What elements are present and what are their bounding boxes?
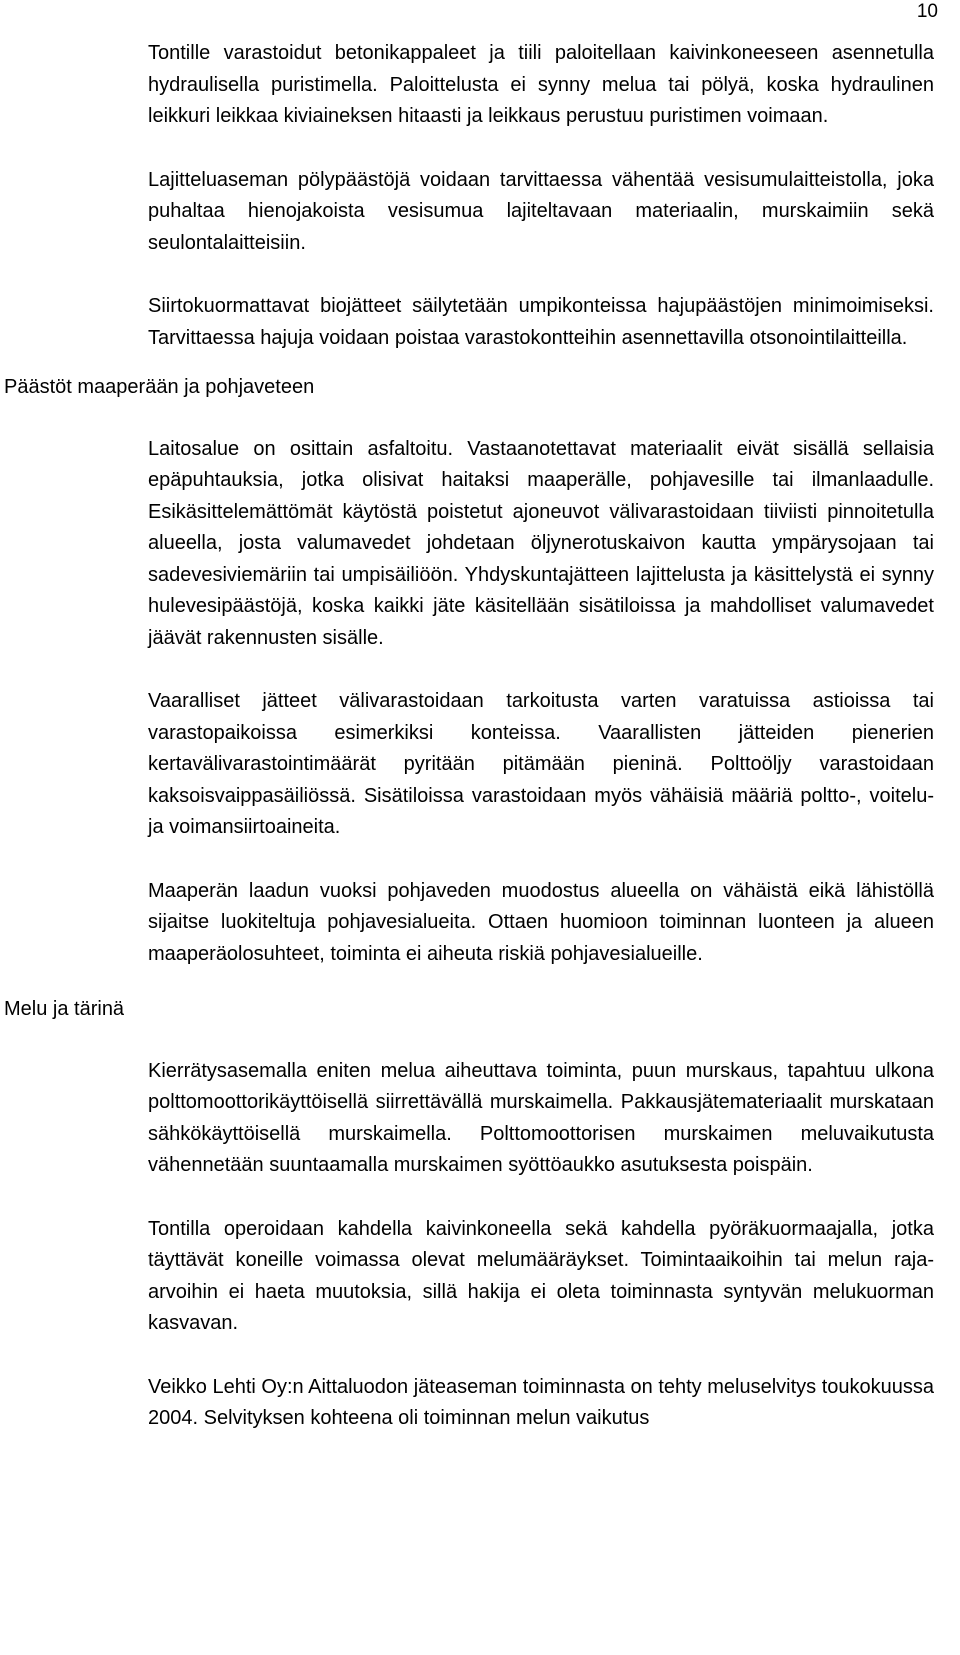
paragraph-noise-survey: Veikko Lehti Oy:n Aittaluodon jäteaseman toiminnasta on tehty meluselvitys toukokuussa 2004. Selvityksen kohteena oli toiminnan melun vaikutus: [148, 1375, 935, 1429]
paragraph-dust: Lajitteluaseman pölypäästöjä voidaan tarvittaessa vähentää vesisumulaitteistolla, joka puhaltaa hienojakoista vesisumua lajiteltavaan materiaalin, murskaimiin sekä seulontalaitteisiin.: [148, 168, 934, 254]
section-heading-soil: Päästöt maaperään ja pohjaveteen: [4, 376, 315, 398]
paragraph-odour: Siirtokuormattavat biojätteet säilytetään umpikonteissa hajupäästöjen minimoimiseksi. Tarvittaessa hajuja voidaan poistaa varastokontteihin asennettavilla otsonointilaitteilla.: [148, 295, 934, 349]
paragraph-crushing: Kierrätysasemalla eniten melua aiheuttava toiminta, puun murskaus, tapahtuu ulkona polttomoottorikäyttöisellä siirrettävällä murskaimella. Pakkausjätemateriaalit murskataan sähkökäyttöisellä murskaimella. Polttomoottorisen murskaimen meluvaikutusta vähennetään suuntaamalla murskaimen syöttöaukko asutuksesta poispäin.: [148, 1059, 934, 1176]
document-body: [0, 38, 960, 1435]
paragraph-demolition: Tontille varastoidut betonikappaleet ja tiili paloitellaan kaivinkoneeseen asennetulla hydraulisella puristimella. Paloittelusta ei synny melua tai pölyä, koska hydraulinen leikkuri leikkaa kiviaineksen hitaasti ja leikkaus perustuu puristimen voimaan.: [148, 42, 934, 127]
paragraph-machinery: Tontilla operoidaan kahdella kaivinkoneella sekä kahdella pyöräkuormaajalla, jotka täyttävät koneille voimassa olevat melumääräykset. Toimintaaikoihin tai melun raja-arvoihin ei haeta muutoksia, sillä hakija ei oleta toiminnasta syntyvän melukuorman kasvavan.: [148, 1217, 934, 1334]
paragraph-hazardous: Vaaralliset jätteet välivarastoidaan tarkoitusta varten varatuissa astioissa tai varastopaikoissa esimerkiksi konteissa. Vaarallisten jätteiden pienerien kertavälivarastointimäärät pyritään pitämään pieninä. Polttoöljy varastoidaan kaksoisvaippasäiliössä. Sisätiloissa varastoidaan myös vähäisiä määriä poltto-, voitelu- ja voimansiirtoaineita.: [148, 690, 934, 838]
paragraph-groundwater: Maaperän laadun vuoksi pohjaveden muodostus alueella on vähäistä eikä lähistöllä sijaitse luokiteltuja pohjavesialueita. Ottaen huomioon toiminnan luonteen ja alueen maaperäolosuhteet, toiminta ei aiheuta riskiä pohjavesialueille.: [148, 879, 934, 965]
paragraph-paving: Laitosalue on osittain asfaltoitu. Vastaanotettavat materiaalit eivät sisällä sellaisia epäpuhtauksia, jotka olisivat haitaksi maaperälle, pohjavesille tai ilmanlaadulle. Esikäsittelemättömät käytöstä poistetut ajoneuvot välivarastoidaan tiiviisti pinnoitetulla alueella, josta valumavedet johdetaan öljynerotuskaivon kautta ympärysojaan tai sadevesiviemäriin tai umpisäiliöön. Yhdyskuntajätteen lajittelusta ja käsittelystä ei synny hulevesipäästöjä, koska kaikki jäte käsitellään sisätiloissa ja mahdolliset valumavedet jäävät rakennusten sisälle.: [148, 437, 934, 649]
section-heading-noise: Melu ja tärinä: [4, 998, 125, 1020]
page-number: 10: [916, 1, 938, 22]
